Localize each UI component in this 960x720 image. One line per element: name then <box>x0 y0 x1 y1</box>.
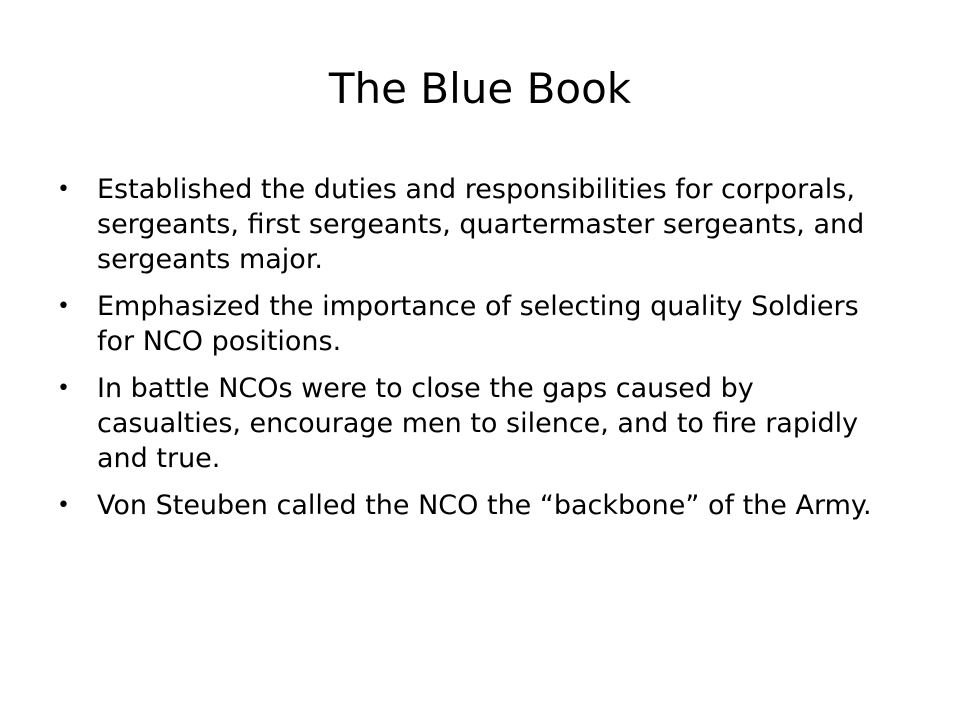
bullet-text: In battle NCOs were to close the gaps caused by casualties, encourage men to silence, and to fire rapidly and true. <box>97 373 859 474</box>
bullet-item <box>56 371 896 476</box>
bullet-icon: • <box>57 493 70 518</box>
bullet-item <box>56 488 896 523</box>
bullet-icon: • <box>57 294 70 319</box>
bullet-item <box>56 172 896 277</box>
bullet-icon: • <box>57 376 70 401</box>
bullet-text: Emphasized the importance of selecting quality Soldiers for NCO positions. <box>97 291 859 357</box>
bullet-list <box>56 172 896 535</box>
bullet-text: Von Steuben called the NCO the “backbone” of the Army. <box>97 490 872 521</box>
bullet-text: Established the duties and responsibilities for corporals, sergeants, first sergeants, quartermaster sergeants, and sergeants major. <box>97 174 865 275</box>
slide-title: The Blue Book <box>328 64 632 113</box>
bullet-icon: • <box>57 177 70 202</box>
bullet-item <box>56 289 896 359</box>
